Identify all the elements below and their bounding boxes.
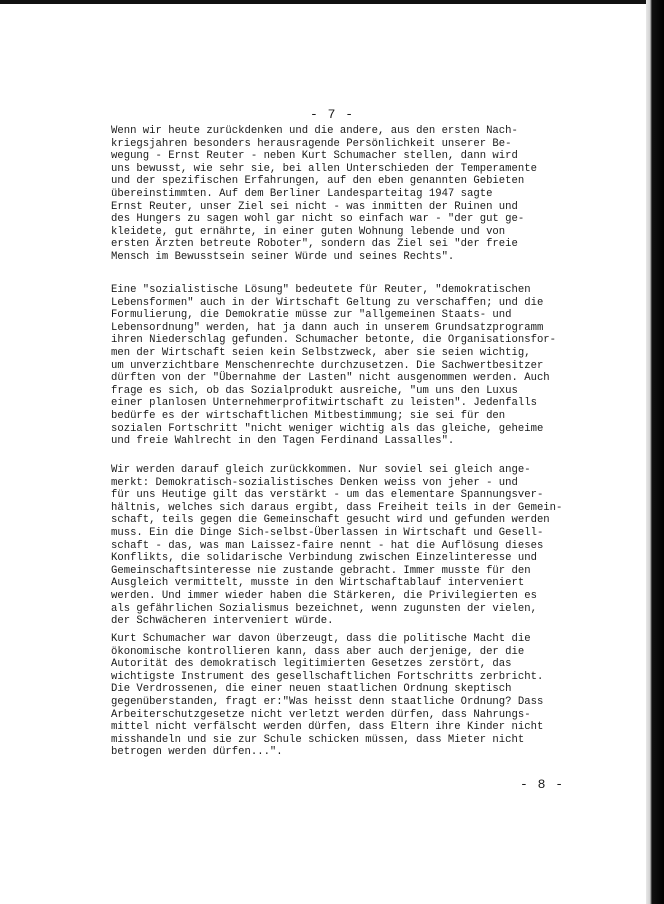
text-line: Wir werden darauf gleich zurückkommen. Nur soviel sei gleich ange- (111, 464, 531, 476)
page-number-bottom: - 8 - (520, 777, 565, 792)
page-number-top: - 7 - (309, 107, 354, 122)
paragraph-3 (111, 464, 562, 628)
text-line: Lebensordnung" werden, hat ja dann auch in unserem Grundsatzprogramm (111, 321, 544, 334)
text-line: frage es sich, ob das Sozialprodukt ausreiche, "um uns den Luxus (111, 384, 518, 397)
text-line: wegung - Ernst Reuter - neben Kurt Schumacher stellen, dann wird (111, 150, 518, 163)
text-line: ersten Ärzten betreute Roboter", sondern das Ziel sei "der freie (111, 238, 518, 251)
text-line: Konflikts, die solidarische Verbindung zwischen Einzelinteresse und (111, 552, 537, 565)
paragraph-4 (111, 633, 543, 759)
text-line: Wenn wir heute zurückdenken und die andere, aus den ersten Nach- (111, 125, 518, 137)
text-line: einer planlosen Unternehmerprofitwirtschaft zu leisten". Jedenfalls (111, 397, 537, 410)
text-line: bedürfe es der wirtschaftlichen Mitbestimmung; sie sei für den (111, 409, 506, 422)
text-line: hältnis, welches sich daraus ergibt, dass Freiheit teils in der Gemein- (111, 501, 563, 514)
text-line: Kurt Schumacher war davon überzeugt, dass die politische Macht die (111, 633, 531, 645)
text-line: Ausgleich vermittelt, musste in den Wirtschaftablauf interveniert (111, 577, 525, 590)
text-line: und freie Wahlrecht in den Tagen Ferdinand Lassalles". (111, 435, 455, 448)
text-line: wichtigste Instrument des gesellschaftlichen Fortschritts zerbricht. (111, 670, 544, 683)
text-line: gegenüberstanden, fragt er:"Was heisst denn staatliche Ordnung? Dass (111, 695, 544, 708)
text-line: Autorität des demokratisch legitimierten Gesetzes zerstört, das (111, 658, 512, 671)
text-line: Die Verdrossenen, die einer neuen staatlichen Ordnung skeptisch (111, 683, 512, 696)
scan-right-edge (646, 0, 664, 904)
text-line: Arbeiterschutzgesetze nicht verletzt werden dürfen, dass Nahrungs- (111, 708, 531, 721)
paragraph-1 (111, 125, 537, 264)
text-line: schaft - das, was man Laissez-faire nennt - hat die Auflösung dieses (111, 539, 544, 552)
text-line: Lebensformen" auch in der Wirtschaft Geltung zu verschaffen; und die (111, 296, 544, 309)
text-line: des Hungers zu sagen wohl gar nicht so einfach war - "der gut ge- (111, 213, 525, 226)
text-line: betrogen werden dürfen...". (111, 746, 283, 759)
text-line: Ernst Reuter, unser Ziel sei nicht - was inmitten der Ruinen und (111, 200, 518, 213)
text-line: schaft, teils gegen die Gemeinschaft gesucht wird und gefunden werden (111, 514, 550, 527)
text-line: kleidete, gut ernährte, in einer guten Wohnung lebende und von (111, 225, 506, 238)
text-line: muss. Ein die Dinge Sich-selbst-Überlassen in Wirtschaft und Gesell- (111, 526, 544, 539)
text-line: ökonomische kontrollieren kann, dass aber auch derjenige, der die (111, 645, 525, 658)
text-line: uns bewusst, wie sehr sie, bei allen Unterschieden der Temperamente (111, 162, 537, 175)
text-line: men der Wirtschaft seien kein Selbstzweck, aber sie seien wichtig, (111, 346, 531, 359)
text-line: Gemeinschaftsinteresse nie zustande gebracht. Immer musste für den (111, 564, 531, 577)
text-line: kriegsjahren besonders herausragende Persönlichkeit unserer Be- (111, 137, 512, 150)
text-line: ihren Niederschlag gefunden. Schumacher betonte, die Organisationsfor- (111, 334, 557, 347)
text-line: merkt: Demokratisch-sozialistisches Denken weiss von jeher - und (111, 476, 518, 489)
text-line: mittel nicht verfälscht werden dürfen, dass Eltern ihre Kinder nicht (111, 721, 544, 734)
text-line: Formulierung, die Demokratie müsse zur "allgemeinen Staats- und (111, 309, 512, 322)
text-line: Eine "sozialistische Lösung" bedeutete für Reuter, "demokratischen (111, 284, 531, 296)
text-line: dürften von der "Übernahme der Lasten" nicht ausgenommen werden. Auch (111, 372, 550, 385)
text-line: und der spezifischen Erfahrungen, auf den eben genannten Gebieten (111, 175, 525, 188)
text-line: werden. Und immer wieder haben die Stärkeren, die Privilegierten es (111, 589, 537, 602)
text-line: als gefährlichen Sozialismus bezeichnet, wenn zugunsten der vielen, (111, 602, 537, 615)
paragraph-2 (111, 284, 556, 448)
text-line: um unverzichtbare Menschenrechte durchzusetzen. Die Sachwertbesitzer (111, 359, 544, 372)
text-line: sozialen Fortschritt "nicht weniger wichtig als das gleiche, geheime (111, 422, 544, 435)
scan-top-edge (0, 0, 664, 4)
text-line: übereinstimmten. Auf dem Berliner Landesparteitag 1947 sagte (111, 187, 493, 200)
text-line: der Schwächeren interveniert würde. (111, 615, 334, 628)
text-line: Mensch im Bewusstsein seiner Würde und seines Rechts". (111, 250, 455, 263)
text-line: für uns Heutige gilt das verstärkt - um das elementare Spannungsver- (111, 489, 544, 502)
text-line: misshandeln und sie zur Schule schicken müssen, dass Mieter nicht (111, 733, 525, 746)
